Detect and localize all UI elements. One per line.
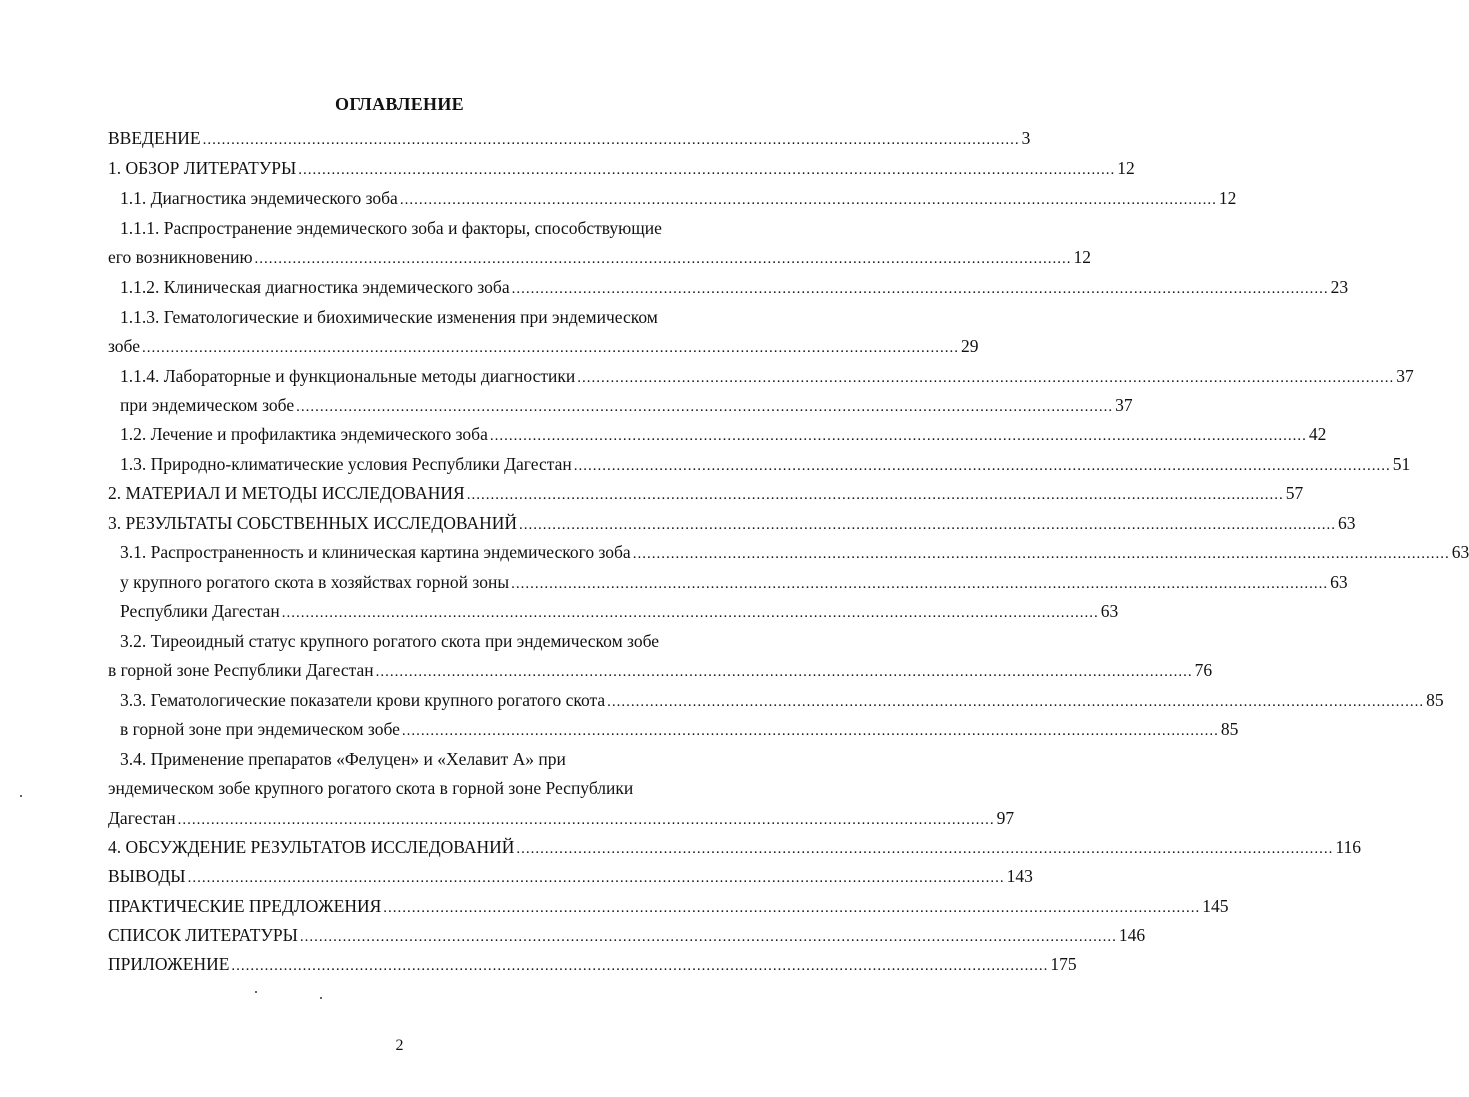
toc-leader-dots: ............................................................................................................................................................................ (401, 723, 1219, 739)
toc-entry-text: ВВЕДЕНИЕ (108, 128, 201, 148)
toc-entry (108, 156, 1135, 180)
toc-entry-text: 2. МАТЕРИАЛ И МЕТОДЫ ИССЛЕДОВАНИЯ (108, 483, 465, 503)
scan-speck (320, 997, 322, 999)
toc-leader-dots: ............................................................................................................................................................................ (632, 546, 1450, 562)
toc-entry-text: СПИСОК ЛИТЕРАТУРЫ (108, 925, 298, 945)
toc-entry-page: 76 (1194, 660, 1213, 680)
toc-entry (120, 570, 1348, 594)
toc-entry-page: 85 (1220, 719, 1239, 739)
toc-entry-text: 3. РЕЗУЛЬТАТЫ СОБСТВЕННЫХ ИССЛЕДОВАНИЙ (108, 513, 518, 533)
toc-entry-page: 116 (1335, 837, 1362, 857)
toc-entry (108, 806, 1015, 830)
toc-entry-text: 4. ОБСУЖДЕНИЕ РЕЗУЛЬТАТОВ ИССЛЕДОВАНИЙ (108, 837, 515, 857)
toc-entry (120, 275, 1349, 299)
toc-entry (120, 422, 1327, 446)
toc-entry-text: ПРИЛОЖЕНИЕ (108, 954, 230, 974)
toc-entry-page: 175 (1050, 954, 1077, 974)
toc-entry-page: 12 (1218, 188, 1237, 208)
toc-entry-page: 63 (1100, 601, 1119, 621)
toc-entry (108, 481, 1304, 505)
toc-entry-page: 29 (961, 336, 979, 356)
toc-entry-page: 12 (1073, 247, 1092, 267)
toc-entry-page: 3 (1021, 128, 1031, 148)
toc-entry-page: 37 (1115, 395, 1133, 415)
toc-leader-dots: ............................................................................................................................................................................ (383, 900, 1201, 916)
toc-title: ОГЛАВЛЕНИЕ (335, 94, 464, 114)
toc-leader-dots: ............................................................................................................................................................................ (187, 870, 1005, 886)
toc-leader-dots: ............................................................................................................................................................................ (375, 664, 1193, 680)
toc-entry-page: 42 (1308, 424, 1327, 444)
toc-entry-text: 3.3. Гематологические показатели крови крупного рогатого скота (120, 690, 606, 710)
toc-leader-dots: ............................................................................................................................................................................ (466, 487, 1284, 503)
toc-leader-dots: ............................................................................................................................................................................ (142, 340, 960, 356)
toc-entry-text: 1.2. Лечение и профилактика эндемического зоба (120, 424, 488, 444)
toc-leader-dots: ............................................................................................................................................................................ (519, 517, 1337, 533)
toc-entry-text: 1. ОБЗОР ЛИТЕРАТУРЫ (108, 158, 297, 178)
toc-entry-page: 37 (1396, 366, 1414, 386)
toc-entry-text: эндемическом зобе крупного рогатого скота в горной зоне Республики (108, 778, 634, 798)
toc-entry-page: 146 (1118, 925, 1146, 945)
toc-entry-text: при эндемическом зобе (120, 395, 295, 415)
toc-entry-text: 1.1.2. Клиническая диагностика эндемического зоба (120, 277, 510, 297)
toc-entry-text: зобе (108, 336, 141, 356)
toc-leader-dots: ............................................................................................................................................................................ (254, 251, 1072, 267)
toc-leader-dots: ............................................................................................................................................................................ (399, 192, 1217, 208)
toc-leader-dots: ............................................................................................................................................................................ (511, 281, 1329, 297)
toc-entry (108, 952, 1077, 976)
toc-entry (120, 364, 1414, 388)
page-number: 2 (395, 1037, 404, 1054)
toc-entry-text: 3.4. Применение препаратов «Фелуцен» и «Хелавит А» при (120, 749, 566, 769)
toc-entry-page: 57 (1285, 483, 1304, 503)
toc-entry-text: 1.1.1. Распространение эндемического зоба и факторы, способствующие (120, 218, 662, 238)
toc-entry-text: ПРАКТИЧЕСКИЕ ПРЕДЛОЖЕНИЯ (108, 896, 382, 916)
toc-entry-page: 23 (1330, 277, 1349, 297)
toc-entry-page: 97 (996, 808, 1015, 828)
toc-entry-text: 3.1. Распространенность и клиническая картина эндемического зоба (120, 542, 631, 562)
toc-entry-text: 3.2. Тиреоидный статус крупного рогатого скота при эндемическом зобе (120, 631, 660, 651)
toc-entry (108, 334, 979, 358)
toc-entry (120, 540, 1469, 564)
toc-entry (108, 776, 720, 800)
toc-leader-dots: ............................................................................................................................................................................ (299, 929, 1117, 945)
toc-entry (120, 393, 1133, 417)
toc-entry-text: ВЫВОДЫ (108, 866, 186, 886)
toc-entry (108, 511, 1356, 535)
toc-leader-dots: ............................................................................................................................................................................ (281, 605, 1099, 621)
toc-leader-dots: ............................................................................................................................................................................ (298, 162, 1116, 178)
toc-entry-page: 85 (1426, 690, 1444, 710)
toc-entry (120, 599, 1119, 623)
toc-entry (120, 717, 1239, 741)
toc-entry-text: у крупного рогатого скота в хозяйствах горной зоны (120, 572, 510, 592)
toc-entry-page: 51 (1392, 454, 1411, 474)
toc-entry-text: Дагестан (108, 808, 176, 828)
toc-entry-page: 63 (1338, 513, 1356, 533)
toc-entry (120, 688, 1444, 712)
toc-entry-text: его возникновению (108, 247, 253, 267)
toc-leader-dots: ............................................................................................................................................................................ (489, 428, 1307, 444)
toc-entry-text: Республики Дагестан (120, 601, 280, 621)
scan-speck (255, 991, 257, 993)
toc-entry-text: 1.3. Природно-климатические условия Республики Дагестан (120, 454, 572, 474)
toc-entry-text: 1.1.3. Гематологические и биохимические изменения при эндемическом (120, 307, 658, 327)
toc-entry-page: 63 (1330, 572, 1348, 592)
toc-leader-dots: ............................................................................................................................................................................ (516, 841, 1334, 857)
scan-speck (20, 795, 22, 797)
toc-entry-page: 145 (1202, 896, 1229, 916)
toc-entry-page: 63 (1451, 542, 1469, 562)
toc-entry-text: в горной зоне Республики Дагестан (108, 660, 374, 680)
toc-entry-text: в горной зоне при эндемическом зобе (120, 719, 400, 739)
toc-leader-dots: ............................................................................................................................................................................ (231, 958, 1049, 974)
toc-leader-dots: ............................................................................................................................................................................ (607, 694, 1425, 710)
toc-entry (108, 245, 1092, 269)
toc-leader-dots: ............................................................................................................................................................................ (202, 132, 1020, 148)
toc-entry-text: 1.1. Диагностика эндемического зоба (120, 188, 398, 208)
toc-entry (108, 923, 1146, 947)
toc-entry (120, 747, 720, 771)
toc-entry (120, 305, 720, 329)
toc-leader-dots: ............................................................................................................................................................................ (177, 812, 995, 828)
toc-entry (108, 894, 1229, 918)
toc-leader-dots: ............................................................................................................................................................................ (296, 399, 1114, 415)
toc-entry (120, 186, 1237, 210)
toc-entry-page: 143 (1006, 866, 1033, 886)
toc-entry (108, 864, 1033, 888)
toc-leader-dots: ............................................................................................................................................................................ (573, 458, 1391, 474)
toc-entry (120, 452, 1411, 476)
toc-entry-page: 12 (1117, 158, 1135, 178)
toc-entry (108, 835, 1362, 859)
toc-entry-text: 1.1.4. Лабораторные и функциональные методы диагностики (120, 366, 576, 386)
toc-leader-dots: ............................................................................................................................................................................ (511, 576, 1329, 592)
toc-entry (108, 126, 1031, 150)
toc-entry (120, 629, 720, 653)
toc-leader-dots: ............................................................................................................................................................................ (577, 370, 1395, 386)
toc-entry (108, 658, 1213, 682)
toc-entry (120, 216, 720, 240)
